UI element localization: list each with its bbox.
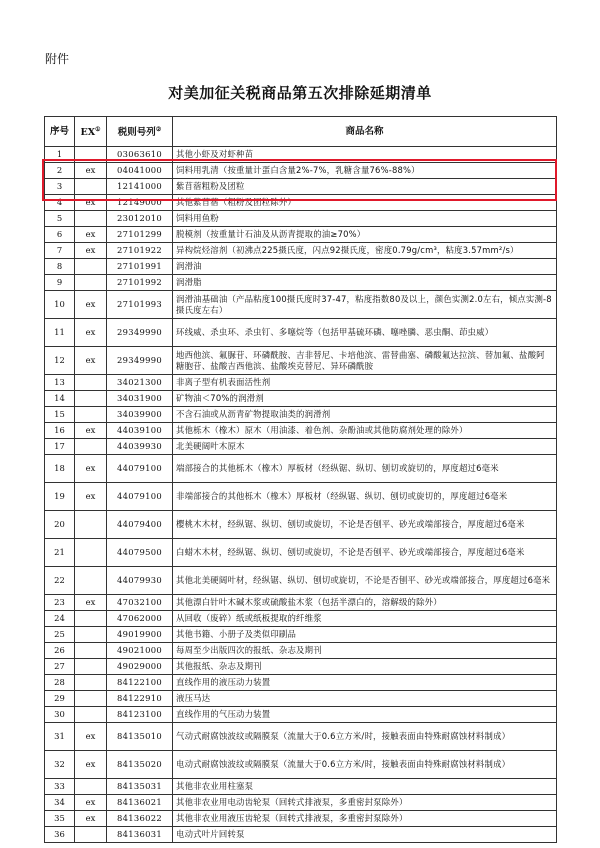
header-code [107,117,173,147]
header-code-footnote: ② [155,126,162,134]
header-name [173,117,557,147]
row-ex-flag: ex [75,347,107,375]
table-row [45,691,557,707]
table-row [45,811,557,827]
row-number: 32 [45,751,75,779]
table-row [45,627,557,643]
row-product-name: 润滑油 [173,259,557,275]
header-no [45,117,75,147]
row-product-name: 白蜡木木材，经纵锯、纵切、刨切或旋切，不论是否刨平、砂光或端部接合，厚度超过6毫米 [173,539,557,567]
product-exclusion-table [44,116,557,843]
row-number: 24 [45,611,75,627]
table-row [45,179,557,195]
table-row [45,147,557,163]
row-tariff-code: 49029000 [107,659,173,675]
row-product-name: 其他紫苜蓿（粗粉及团粒除外） [173,195,557,211]
row-product-name: 非离子型有机表面活性剂 [173,375,557,391]
row-ex-flag: ex [75,795,107,811]
row-ex-flag: ex [75,423,107,439]
row-tariff-code: 27101992 [107,275,173,291]
row-product-name: 脱模剂（按重量计石油及从沥青提取的油≥70%） [173,227,557,243]
table-row [45,723,557,751]
row-ex-flag [75,627,107,643]
row-product-name: 直线作用的液压动力装置 [173,675,557,691]
row-number: 20 [45,511,75,539]
row-tariff-code: 84136021 [107,795,173,811]
row-tariff-code: 29349990 [107,347,173,375]
row-product-name: 液压马达 [173,691,557,707]
document-title: 对美加征关税商品第五次排除延期清单 [168,84,432,102]
table-row [45,375,557,391]
header-ex-footnote: ① [95,126,101,134]
row-product-name: 其他漂白针叶木碱木浆或硫酸盐木浆（包括半漂白的，溶解级的除外） [173,595,557,611]
row-tariff-code: 44079100 [107,483,173,511]
table-row [45,795,557,811]
header-ex [75,117,107,147]
row-product-name: 非端部接合的其他栎木（橡木）厚板材（经纵锯、纵切、刨切或旋切的，厚度超过6毫米 [173,483,557,511]
row-product-name: 电动式耐腐蚀波纹或隔膜泵（流量大于0.6立方米/时，接触表面由特殊耐腐蚀材料制成） [173,751,557,779]
table-header-row [45,117,557,147]
row-product-name: 矿物油＜70%的润滑剂 [173,391,557,407]
row-tariff-code: 44039930 [107,439,173,455]
row-ex-flag [75,275,107,291]
row-ex-flag [75,611,107,627]
row-product-name: 饲料用乳清（按重量计蛋白含量2%-7%，乳糖含量76%-88%） [173,163,557,179]
row-ex-flag [75,511,107,539]
row-number: 21 [45,539,75,567]
row-number: 10 [45,291,75,319]
row-number: 6 [45,227,75,243]
header-code-label: 税则号列 [117,127,156,139]
row-tariff-code: 84122910 [107,691,173,707]
row-ex-flag [75,539,107,567]
row-ex-flag [75,375,107,391]
row-tariff-code: 47032100 [107,595,173,611]
row-tariff-code: 44079500 [107,539,173,567]
row-tariff-code: 44079400 [107,511,173,539]
table-row [45,227,557,243]
row-number: 23 [45,595,75,611]
row-product-name: 其他报纸、杂志及期刊 [173,659,557,675]
row-product-name: 其他非农业用电动齿轮泵（回转式排液泵，多重密封泵除外） [173,795,557,811]
row-tariff-code: 44079930 [107,567,173,595]
table-row [45,483,557,511]
row-product-name: 紫苜蓿粗粉及团粒 [173,179,557,195]
row-tariff-code: 84122100 [107,675,173,691]
row-number: 16 [45,423,75,439]
header-ex-label: EX [80,127,96,139]
row-product-name: 直线作用的气压动力装置 [173,707,557,723]
table-row [45,611,557,627]
row-number: 15 [45,407,75,423]
row-product-name: 其他非农业用柱塞泵 [173,779,557,795]
table-row [45,195,557,211]
row-number: 13 [45,375,75,391]
table-row [45,439,557,455]
row-tariff-code: 12149000 [107,195,173,211]
row-number: 18 [45,455,75,483]
row-tariff-code: 49019900 [107,627,173,643]
row-ex-flag: ex [75,319,107,347]
row-ex-flag: ex [75,483,107,511]
table-row [45,319,557,347]
table-row [45,751,557,779]
row-ex-flag [75,643,107,659]
row-tariff-code: 27101993 [107,291,173,319]
header-name-label: 商品名称 [345,126,384,137]
row-number: 36 [45,827,75,843]
table-row [45,455,557,483]
row-number: 4 [45,195,75,211]
table-row [45,291,557,319]
row-product-name: 其他非农业用液压齿轮泵（回转式排液泵，多重密封泵除外） [173,811,557,827]
row-tariff-code: 04041000 [107,163,173,179]
row-product-name: 端部接合的其他栎木（橡木）厚板材（经纵锯、纵切、刨切或旋切的，厚度超过6毫米 [173,455,557,483]
table-row [45,423,557,439]
row-number: 29 [45,691,75,707]
row-product-name: 润滑脂 [173,275,557,291]
row-number: 19 [45,483,75,511]
table-row [45,567,557,595]
row-tariff-code: 84136031 [107,827,173,843]
table-row [45,275,557,291]
row-ex-flag: ex [75,291,107,319]
row-tariff-code: 84123100 [107,707,173,723]
row-tariff-code: 12141000 [107,179,173,195]
row-number: 11 [45,319,75,347]
row-product-name: 润滑油基础油（产品粘度100摄氏度时37-47，粘度指数80及以上，颜色实测2.0左右，倾点实测-8摄氏度左右） [173,291,557,319]
row-number: 2 [45,163,75,179]
row-product-name: 樱桃木木材，经纵锯、纵切、刨切或旋切，不论是否刨平、砂光或端部接合，厚度超过6毫米 [173,511,557,539]
row-tariff-code: 47062000 [107,611,173,627]
row-product-name: 环线威、杀虫环、杀虫钉、多噻烷等（包括甲基硫环磷、噻唑膦、恶虫酮、茚虫威） [173,319,557,347]
table-row [45,407,557,423]
row-product-name: 每周至少出版四次的报纸、杂志及期刊 [173,643,557,659]
table-row [45,259,557,275]
table-row [45,827,557,843]
row-product-name: 饲料用鱼粉 [173,211,557,227]
row-product-name: 其他栎木（橡木）原木（用油漆、着色剂、杂酚油或其他防腐剂处理的除外） [173,423,557,439]
row-ex-flag [75,691,107,707]
row-tariff-code: 34031900 [107,391,173,407]
row-product-name: 异构烷烃溶剂（初沸点225摄氏度，闪点92摄氏度，密度0.79g/cm³，粘度3.57mm²/s） [173,243,557,259]
row-product-name: 其他北美硬阔叶材，经纵锯、纵切、刨切或旋切，不论是否刨平、砂光或端部接合，厚度超过6毫米 [173,567,557,595]
table-row [45,391,557,407]
table-row [45,347,557,375]
row-ex-flag: ex [75,723,107,751]
row-tariff-code: 84135010 [107,723,173,751]
table-row [45,779,557,795]
row-ex-flag [75,259,107,275]
row-product-name: 北美硬阔叶木原木 [173,439,557,455]
row-tariff-code: 23012010 [107,211,173,227]
row-number: 34 [45,795,75,811]
row-ex-flag [75,407,107,423]
table-row [45,659,557,675]
table-row [45,211,557,227]
row-tariff-code: 27101299 [107,227,173,243]
row-number: 14 [45,391,75,407]
header-no-label: 序号 [49,126,69,137]
row-tariff-code: 44079100 [107,455,173,483]
row-ex-flag: ex [75,811,107,827]
row-tariff-code: 34021300 [107,375,173,391]
row-number: 7 [45,243,75,259]
row-ex-flag [75,211,107,227]
table-row [45,643,557,659]
row-product-name: 不含石油或从沥青矿物提取油类的润滑剂 [173,407,557,423]
row-tariff-code: 29349990 [107,319,173,347]
row-number: 28 [45,675,75,691]
row-product-name: 其他书籍、小册子及类似印刷品 [173,627,557,643]
row-product-name: 从回收（废碎）纸或纸板提取的纤维浆 [173,611,557,627]
row-ex-flag [75,659,107,675]
row-ex-flag: ex [75,163,107,179]
row-ex-flag [75,827,107,843]
table-row [45,511,557,539]
table-body [45,147,557,843]
row-number: 35 [45,811,75,827]
row-ex-flag [75,391,107,407]
table-row [45,163,557,179]
row-product-name: 地西他滨、氟脲苷、环磷酰胺、吉非替尼、卡培他滨、雷替曲塞、磷酸氟达拉滨、替加氟、盐酸阿糖胞苷、盐酸吉西他滨、盐酸埃克替尼、异环磷酰胺 [173,347,557,375]
row-number: 3 [45,179,75,195]
row-ex-flag [75,439,107,455]
table-row [45,539,557,567]
row-number: 8 [45,259,75,275]
row-product-name: 气动式耐腐蚀波纹或隔膜泵（流量大于0.6立方米/时，接触表面由特殊耐腐蚀材料制成） [173,723,557,751]
row-tariff-code: 84135031 [107,779,173,795]
table-row [45,707,557,723]
row-number: 26 [45,643,75,659]
table-row [45,595,557,611]
row-tariff-code: 84135020 [107,751,173,779]
row-tariff-code: 49021000 [107,643,173,659]
row-number: 17 [45,439,75,455]
row-ex-flag [75,779,107,795]
row-number: 1 [45,147,75,163]
row-tariff-code: 84136022 [107,811,173,827]
row-ex-flag [75,147,107,163]
table-row [45,243,557,259]
row-number: 31 [45,723,75,751]
row-number: 5 [45,211,75,227]
row-number: 12 [45,347,75,375]
table-row [45,675,557,691]
row-ex-flag [75,567,107,595]
row-product-name: 电动式叶片回转泵 [173,827,557,843]
row-tariff-code: 44039100 [107,423,173,439]
row-ex-flag: ex [75,195,107,211]
row-ex-flag: ex [75,243,107,259]
row-number: 25 [45,627,75,643]
row-number: 9 [45,275,75,291]
row-number: 22 [45,567,75,595]
row-number: 33 [45,779,75,795]
row-ex-flag [75,707,107,723]
row-ex-flag: ex [75,751,107,779]
row-ex-flag [75,675,107,691]
attachment-label: 附件 [45,52,70,66]
row-ex-flag: ex [75,227,107,243]
row-product-name: 其他小虾及对虾种苗 [173,147,557,163]
row-tariff-code: 03063610 [107,147,173,163]
row-tariff-code: 27101922 [107,243,173,259]
row-number: 27 [45,659,75,675]
row-ex-flag [75,179,107,195]
row-ex-flag: ex [75,455,107,483]
row-ex-flag: ex [75,595,107,611]
row-tariff-code: 34039900 [107,407,173,423]
row-number: 30 [45,707,75,723]
row-tariff-code: 27101991 [107,259,173,275]
